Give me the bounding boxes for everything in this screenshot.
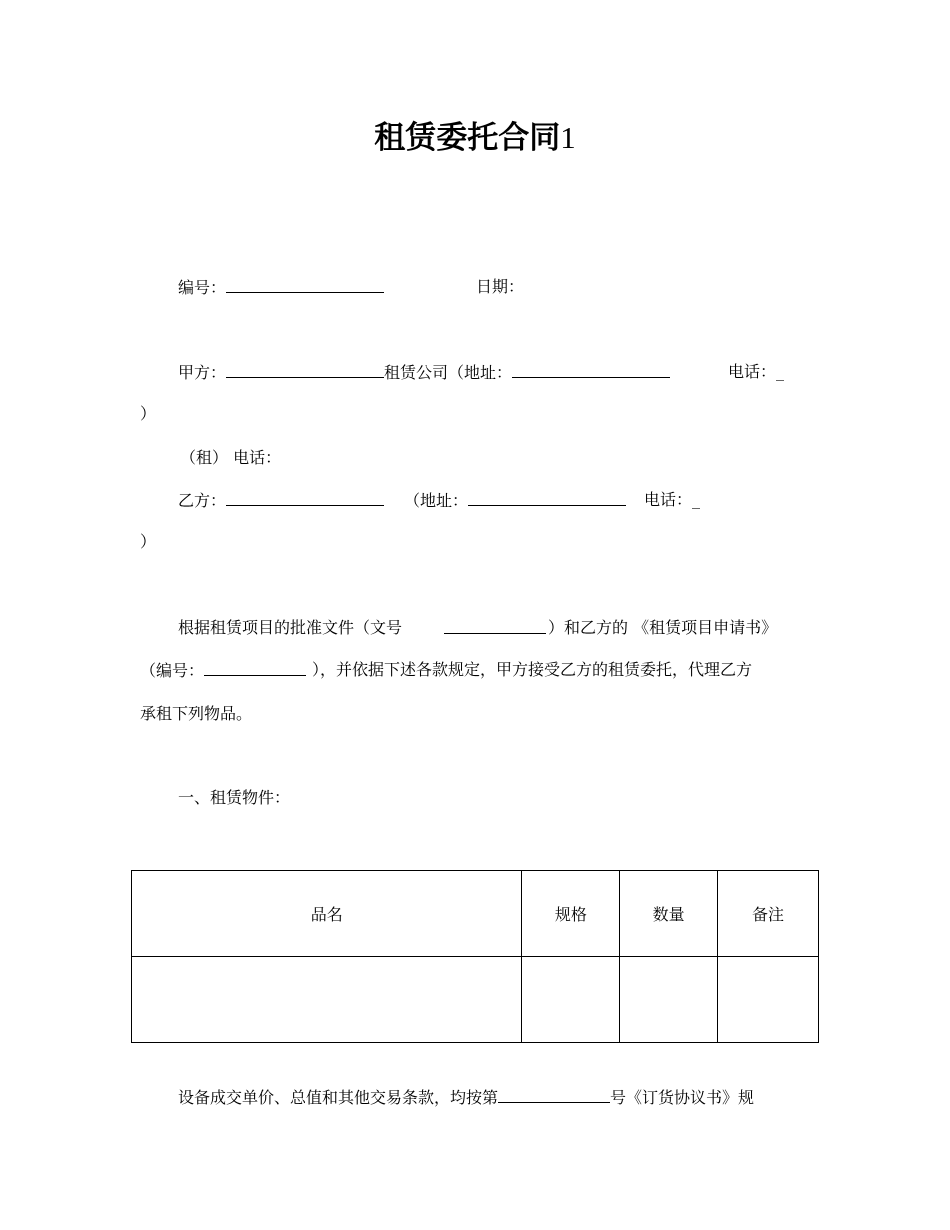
p1-text-b: ）和乙方的 《租赁项目申请书》 <box>548 618 778 637</box>
section-1-heading-text: 一、租赁物件： <box>178 788 291 807</box>
party-a-name-blank <box>226 361 384 378</box>
party-a-phone-label: 电话：_ <box>728 362 785 381</box>
p1-text-c: （编号： <box>140 661 205 680</box>
section-1-heading <box>178 787 290 809</box>
paragraph-1-line-1b <box>548 617 777 639</box>
party-b-phone-label: 电话：_ <box>644 490 701 509</box>
number-label: 编号： <box>178 278 227 297</box>
table-cell <box>522 957 620 1043</box>
party-b-line <box>178 489 384 512</box>
p2-text-b: 号《订货协议书》规 <box>610 1088 755 1107</box>
party-a-sub-line <box>180 447 281 469</box>
table-row <box>132 957 819 1043</box>
p1-text-e: 承租下列物品。 <box>140 704 253 723</box>
party-b-address <box>404 489 626 512</box>
table-cell <box>132 957 522 1043</box>
party-a-sub-label: （租） 电话： <box>180 448 282 467</box>
paragraph-1-line-1 <box>178 617 402 639</box>
table-cell <box>620 957 718 1043</box>
title-text: 租赁委托合同 <box>374 120 561 156</box>
party-b-address-blank <box>468 489 626 506</box>
p1-text-a: 根据租赁项目的批准文件（文号 <box>178 618 403 637</box>
lease-items-table <box>131 870 819 1043</box>
party-a-phone <box>728 361 784 383</box>
title-number: 1 <box>560 120 576 155</box>
table-header-row <box>132 871 819 957</box>
table-header-qty: 数量 <box>620 871 718 957</box>
party-b-phone <box>644 489 700 511</box>
paragraph-1-blank-1 <box>444 617 546 640</box>
party-b-close <box>140 531 156 553</box>
party-a-close-paren: ） <box>140 404 157 423</box>
party-a-label: 甲方： <box>178 363 227 382</box>
p2-text-a: 设备成交单价、总值和其他交易条款，均按第 <box>178 1088 499 1107</box>
document-title <box>0 112 950 157</box>
table-header-name: 品名 <box>132 871 522 957</box>
paragraph-1-line-2b <box>312 659 752 681</box>
party-a-company: 租赁公司（地址： <box>384 363 513 382</box>
order-number-blank <box>498 1086 610 1103</box>
number-line <box>178 276 384 299</box>
party-a-close <box>140 403 156 425</box>
paragraph-1-line-3 <box>140 703 252 725</box>
date-label: 日期： <box>476 277 525 296</box>
number-blank <box>226 276 384 293</box>
party-a-address-blank <box>512 361 670 378</box>
application-number-blank <box>204 659 306 676</box>
paragraph-1-line-2 <box>140 659 306 682</box>
p1-text-d: ），并依据下述各款规定，甲方接受乙方的租赁委托，代理乙方 <box>312 660 753 679</box>
table-header-note: 备注 <box>718 871 819 957</box>
table-header-spec: 规格 <box>522 871 620 957</box>
party-b-label: 乙方： <box>178 491 227 510</box>
party-b-name-blank <box>226 489 384 506</box>
paragraph-2-line-1 <box>178 1086 754 1109</box>
date-line <box>476 276 524 298</box>
party-b-close-paren: ） <box>140 532 157 551</box>
document-number-blank <box>444 617 546 634</box>
party-a-line <box>178 361 670 384</box>
party-b-address-label: （地址： <box>404 491 469 510</box>
table-cell <box>718 957 819 1043</box>
